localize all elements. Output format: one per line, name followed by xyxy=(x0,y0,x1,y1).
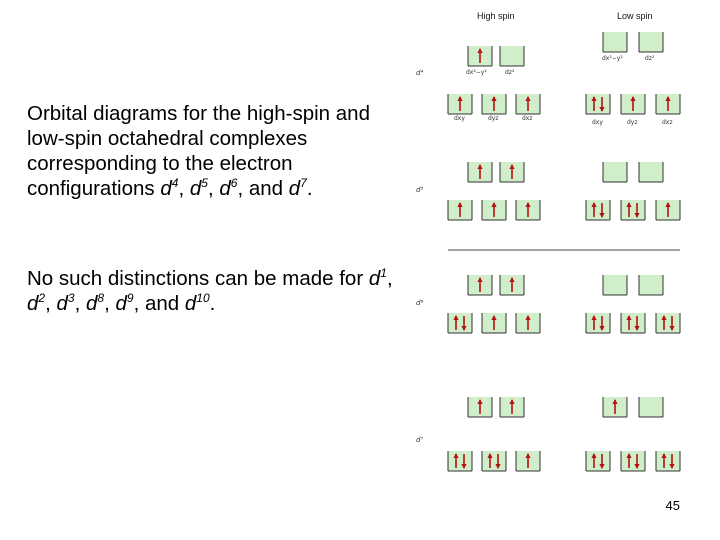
config-d7-sup: 7 xyxy=(300,176,307,190)
high-eg-orbital-0-1 xyxy=(500,46,524,66)
config-d7-base: d xyxy=(288,177,301,200)
label-t2g-low-1: dyz xyxy=(627,119,638,126)
config-d10-base: d xyxy=(184,292,197,315)
low-eg-orbital-1-1 xyxy=(639,162,663,182)
label-t2g-low-2: dxz xyxy=(662,119,673,126)
conjunction: , and xyxy=(237,177,289,200)
label-t2g-high-0: dxy xyxy=(454,115,465,122)
low-eg-orbital-0-0 xyxy=(603,32,627,52)
config-d3-base: d xyxy=(56,292,68,315)
label-eg-1-high: dz² xyxy=(505,69,515,76)
high-spin-header: High spin xyxy=(477,11,515,21)
note-text: No such distinctions can be made for xyxy=(27,267,369,290)
config-d1-sup: 1 xyxy=(380,266,387,280)
low-t2g-orbital-3-1 xyxy=(621,451,645,471)
separator: , xyxy=(207,177,220,200)
low-t2g-orbital-3-2 xyxy=(656,451,680,471)
config-d8-sup: 8 xyxy=(97,291,105,305)
high-t2g-orbital-3-0 xyxy=(448,451,472,471)
high-t2g-orbital-3-1 xyxy=(482,451,506,471)
label-eg-1-low: dz² xyxy=(645,55,655,62)
low-t2g-orbital-2-0 xyxy=(586,313,610,333)
low-t2g-orbital-0-0 xyxy=(586,94,610,114)
low-t2g-orbital-2-1 xyxy=(621,313,645,333)
config-d9-base: d xyxy=(115,292,127,315)
label-eg-0-high: dx²−y² xyxy=(466,69,487,76)
low-t2g-orbital-1-0 xyxy=(586,200,610,220)
config-d2-base: d xyxy=(27,292,39,315)
label-t2g-high-2: dxz xyxy=(522,115,533,122)
low-t2g-orbital-1-1 xyxy=(621,200,645,220)
config-d4-base: d xyxy=(160,177,172,200)
config-d6-base: d xyxy=(219,177,231,200)
label-eg-0-low: dx²−y² xyxy=(602,55,623,62)
config-d5-sup: 5 xyxy=(201,176,208,190)
config-label-3: d⁷ xyxy=(416,436,424,444)
low-eg-orbital-3-1 xyxy=(639,397,663,417)
config-d1-base: d xyxy=(368,267,381,290)
separator: , xyxy=(104,292,116,315)
separator: , xyxy=(74,292,86,315)
conjunction: , and xyxy=(133,292,185,315)
config-label-2: d⁶ xyxy=(416,299,424,307)
label-t2g-low-0: dxy xyxy=(592,119,603,126)
low-eg-orbital-0-1 xyxy=(639,32,663,52)
low-eg-orbital-2-1 xyxy=(639,275,663,295)
config-d4-sup: 4 xyxy=(171,176,179,190)
low-eg-orbital-1-0 xyxy=(603,162,627,182)
config-d8-base: d xyxy=(86,292,98,315)
period: . xyxy=(209,292,216,315)
config-d9-sup: 9 xyxy=(126,291,134,305)
config-label-0: d⁴ xyxy=(416,69,424,77)
period: . xyxy=(306,177,313,200)
config-d6-sup: 6 xyxy=(230,176,238,190)
description-text: Orbital diagrams for the high-spin and low-spin octahedral complexes corresponding to the electron configurations xyxy=(27,102,370,200)
high-t2g-orbital-2-0 xyxy=(448,313,472,333)
low-t2g-orbital-3-0 xyxy=(586,451,610,471)
config-d10-sup: 10 xyxy=(196,291,210,305)
low-eg-orbital-2-0 xyxy=(603,275,627,295)
config-label-1: d⁵ xyxy=(416,186,424,194)
low-spin-header: Low spin xyxy=(617,11,653,21)
config-d5-base: d xyxy=(189,177,202,200)
page-number: 45 xyxy=(665,498,680,513)
separator: , xyxy=(45,292,57,315)
config-d2-sup: 2 xyxy=(38,291,46,305)
config-d3-sup: 3 xyxy=(67,291,75,305)
separator: , xyxy=(386,267,393,290)
low-t2g-orbital-2-2 xyxy=(656,313,680,333)
separator: , xyxy=(178,177,190,200)
label-t2g-high-1: dyz xyxy=(488,115,499,122)
